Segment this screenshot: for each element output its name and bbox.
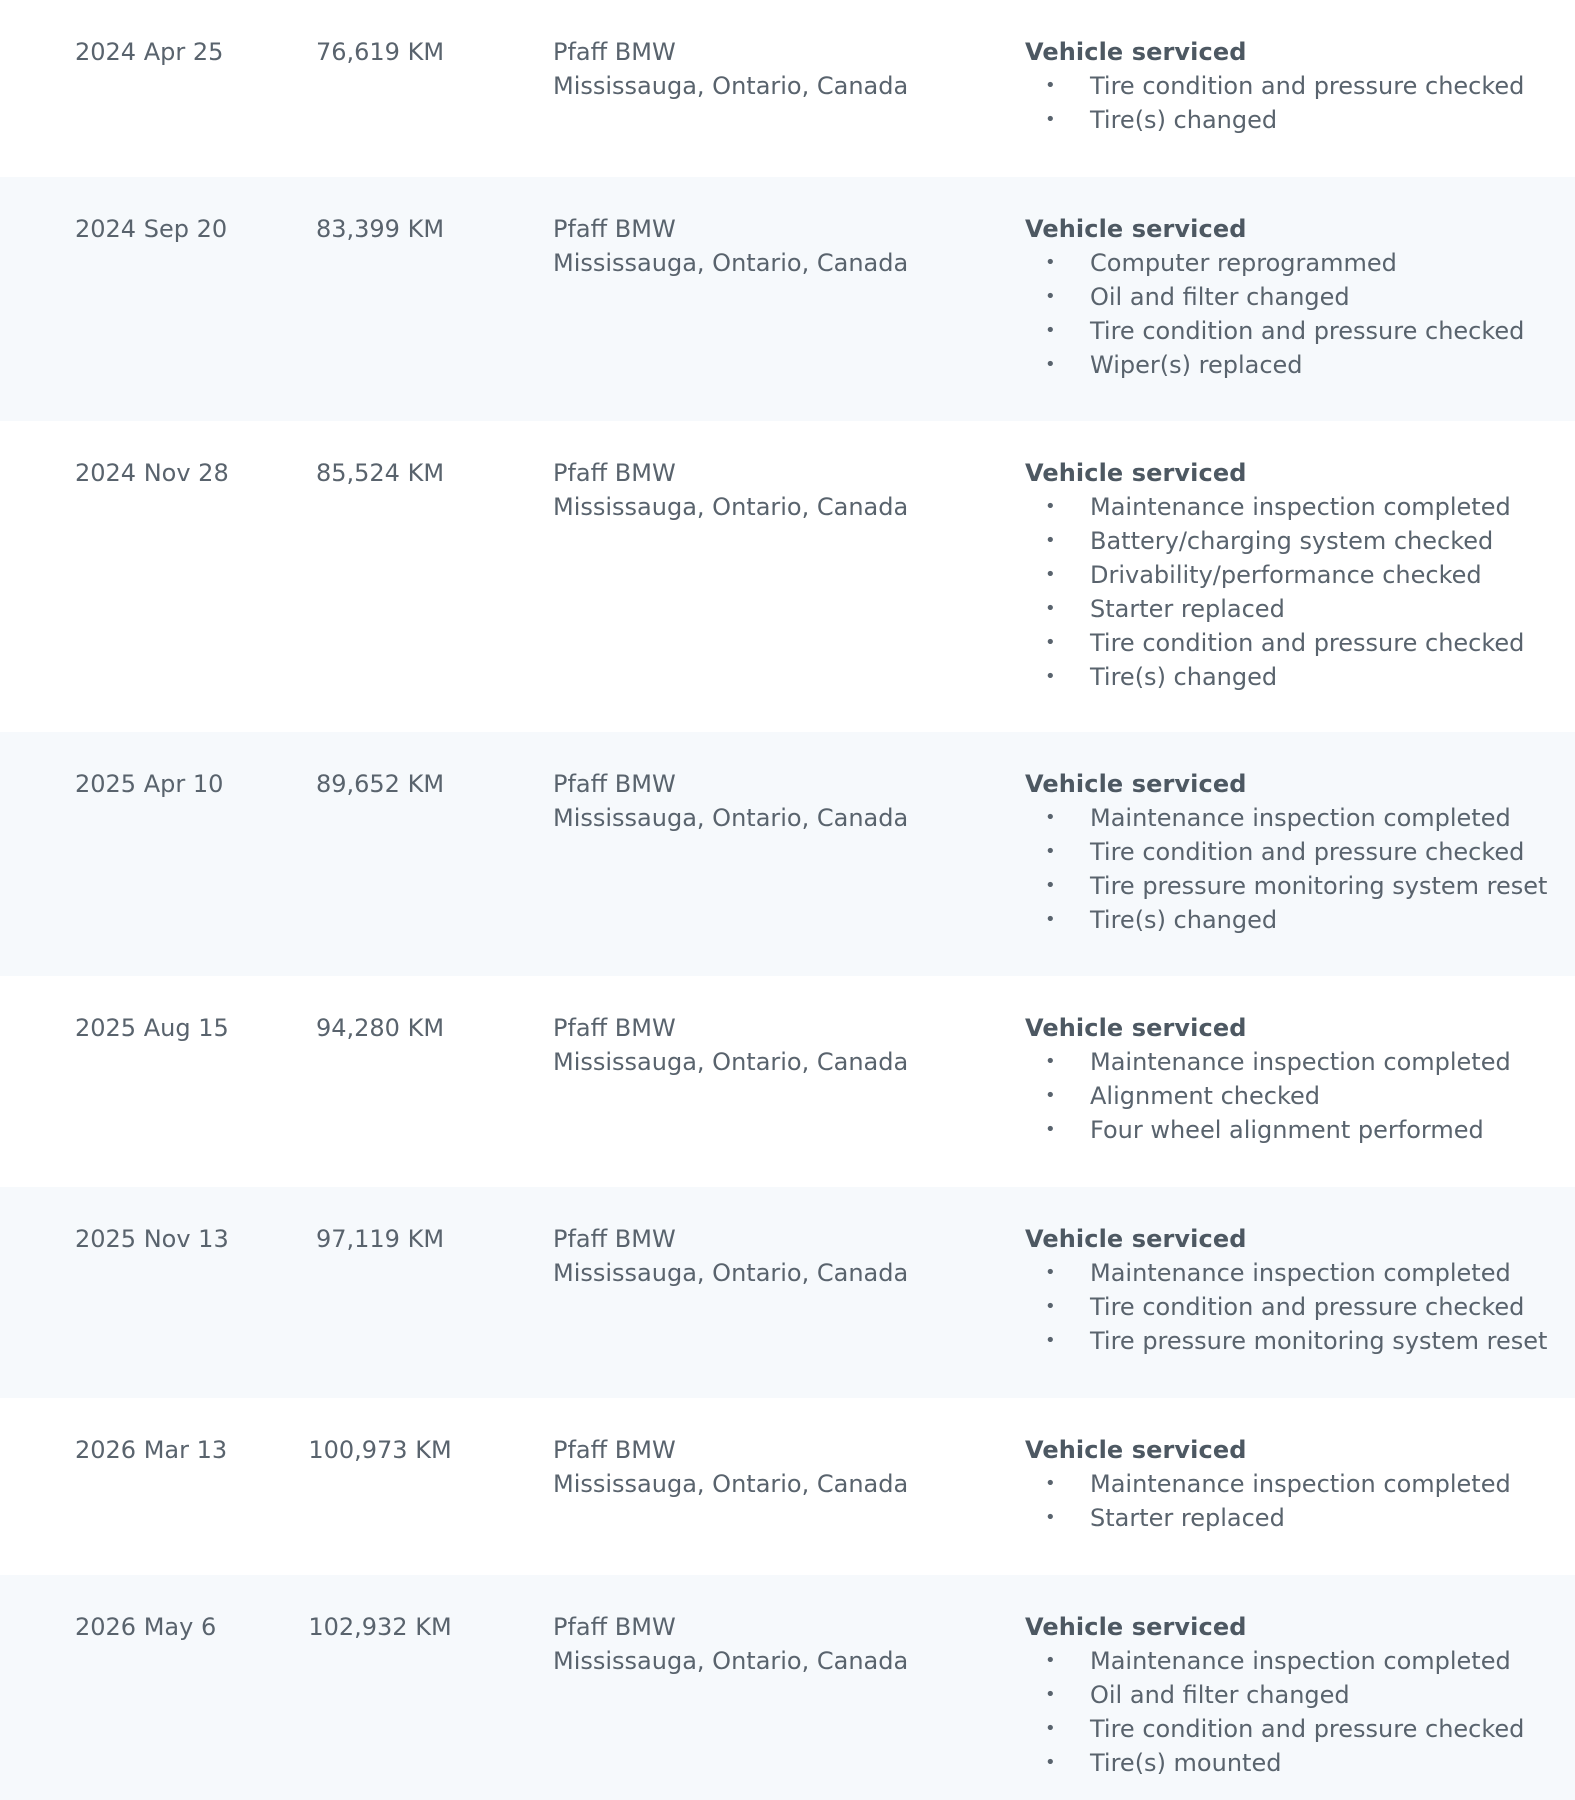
details-title: Vehicle serviced [1025, 770, 1247, 798]
odometer-reading: 94,280 KM [315, 1014, 445, 1042]
service-item: • Tire condition and pressure checked [1025, 626, 1524, 660]
service-source [553, 1433, 908, 1501]
service-details [1025, 1222, 1547, 1358]
source-name: Pfaff BMW [553, 1436, 676, 1464]
odometer-reading: 89,652 KM [315, 770, 445, 798]
service-item: • Maintenance inspection completed [1025, 1045, 1511, 1079]
service-item: • Tire condition and pressure checked [1025, 1290, 1547, 1324]
source-name: Pfaff BMW [553, 459, 676, 487]
service-record [0, 1187, 1575, 1398]
service-item: • Maintenance inspection completed [1025, 1467, 1511, 1501]
source-location: Mississauga, Ontario, Canada [553, 1470, 909, 1498]
service-date: 2026 May 6 [75, 1613, 217, 1641]
odometer-reading: 76,619 KM [315, 38, 445, 66]
service-record [0, 1398, 1575, 1575]
odometer-reading: 85,524 KM [315, 459, 445, 487]
details-title: Vehicle serviced [1025, 1225, 1247, 1253]
source-location: Mississauga, Ontario, Canada [553, 1647, 909, 1675]
service-record [0, 732, 1575, 976]
service-details [1025, 35, 1524, 137]
service-item-list [1025, 1467, 1511, 1535]
source-name: Pfaff BMW [553, 38, 676, 66]
service-source [553, 35, 908, 103]
details-title: Vehicle serviced [1025, 459, 1247, 487]
service-item: • Four wheel alignment performed [1025, 1113, 1511, 1147]
service-source [553, 767, 908, 835]
odometer-reading: 102,932 KM [308, 1613, 452, 1641]
service-record [0, 976, 1575, 1187]
service-source [553, 1011, 908, 1079]
service-item: • Tire(s) mounted [1025, 1746, 1524, 1780]
details-title: Vehicle serviced [1025, 1613, 1247, 1641]
service-details [1025, 1433, 1511, 1535]
service-item: • Tire(s) changed [1025, 903, 1547, 937]
service-item: • Drivability/performance checked [1025, 558, 1524, 592]
service-item: • Tire condition and pressure checked [1025, 1712, 1524, 1746]
service-item: • Maintenance inspection completed [1025, 801, 1547, 835]
odometer-reading: 100,973 KM [308, 1436, 452, 1464]
service-item: • Tire condition and pressure checked [1025, 69, 1524, 103]
service-record [0, 177, 1575, 421]
service-date: 2024 Apr 25 [75, 38, 224, 66]
service-details [1025, 767, 1547, 937]
service-date: 2026 Mar 13 [75, 1436, 228, 1464]
service-item: • Wiper(s) replaced [1025, 348, 1524, 382]
service-item: • Oil and filter changed [1025, 280, 1524, 314]
service-source [553, 1222, 908, 1290]
source-location: Mississauga, Ontario, Canada [553, 804, 909, 832]
service-source [553, 212, 908, 280]
source-name: Pfaff BMW [553, 1014, 676, 1042]
service-item-list [1025, 1644, 1524, 1780]
odometer-reading: 83,399 KM [315, 215, 445, 243]
source-location: Mississauga, Ontario, Canada [553, 493, 909, 521]
service-record [0, 1575, 1575, 1800]
service-details [1025, 1011, 1511, 1147]
odometer-reading: 97,119 KM [315, 1225, 445, 1253]
service-item: • Tire pressure monitoring system reset [1025, 1324, 1547, 1358]
service-item: • Computer reprogrammed [1025, 246, 1524, 280]
service-source [553, 456, 908, 524]
source-location: Mississauga, Ontario, Canada [553, 249, 909, 277]
service-details [1025, 456, 1524, 694]
source-name: Pfaff BMW [553, 1613, 676, 1641]
service-item: • Oil and filter changed [1025, 1678, 1524, 1712]
service-item-list [1025, 246, 1524, 382]
service-item: • Tire(s) changed [1025, 103, 1524, 137]
service-date: 2024 Sep 20 [75, 215, 228, 243]
service-item: • Tire condition and pressure checked [1025, 835, 1547, 869]
service-item-list [1025, 69, 1524, 137]
details-title: Vehicle serviced [1025, 1436, 1247, 1464]
service-item: • Tire(s) changed [1025, 660, 1524, 694]
source-location: Mississauga, Ontario, Canada [553, 72, 909, 100]
service-details [1025, 212, 1524, 382]
service-date: 2025 Aug 15 [75, 1014, 229, 1042]
service-date: 2025 Nov 13 [75, 1225, 229, 1253]
service-item: • Starter replaced [1025, 592, 1524, 626]
service-item: • Maintenance inspection completed [1025, 1256, 1547, 1290]
service-item: • Battery/charging system checked [1025, 524, 1524, 558]
service-item-list [1025, 1045, 1511, 1147]
service-record [0, 421, 1575, 732]
service-item-list [1025, 801, 1547, 937]
service-date: 2024 Nov 28 [75, 459, 229, 487]
details-title: Vehicle serviced [1025, 38, 1247, 66]
service-item: • Maintenance inspection completed [1025, 490, 1524, 524]
service-item-list [1025, 490, 1524, 694]
source-name: Pfaff BMW [553, 770, 676, 798]
details-title: Vehicle serviced [1025, 215, 1247, 243]
service-source [553, 1610, 908, 1678]
service-details [1025, 1610, 1524, 1780]
source-location: Mississauga, Ontario, Canada [553, 1259, 909, 1287]
service-item: • Starter replaced [1025, 1501, 1511, 1535]
details-title: Vehicle serviced [1025, 1014, 1247, 1042]
service-record [0, 0, 1575, 177]
service-item: • Maintenance inspection completed [1025, 1644, 1524, 1678]
source-name: Pfaff BMW [553, 215, 676, 243]
source-name: Pfaff BMW [553, 1225, 676, 1253]
source-location: Mississauga, Ontario, Canada [553, 1048, 909, 1076]
service-item-list [1025, 1256, 1547, 1358]
service-item: • Tire condition and pressure checked [1025, 314, 1524, 348]
service-date: 2025 Apr 10 [75, 770, 224, 798]
service-item: • Tire pressure monitoring system reset [1025, 869, 1547, 903]
service-item: • Alignment checked [1025, 1079, 1511, 1113]
